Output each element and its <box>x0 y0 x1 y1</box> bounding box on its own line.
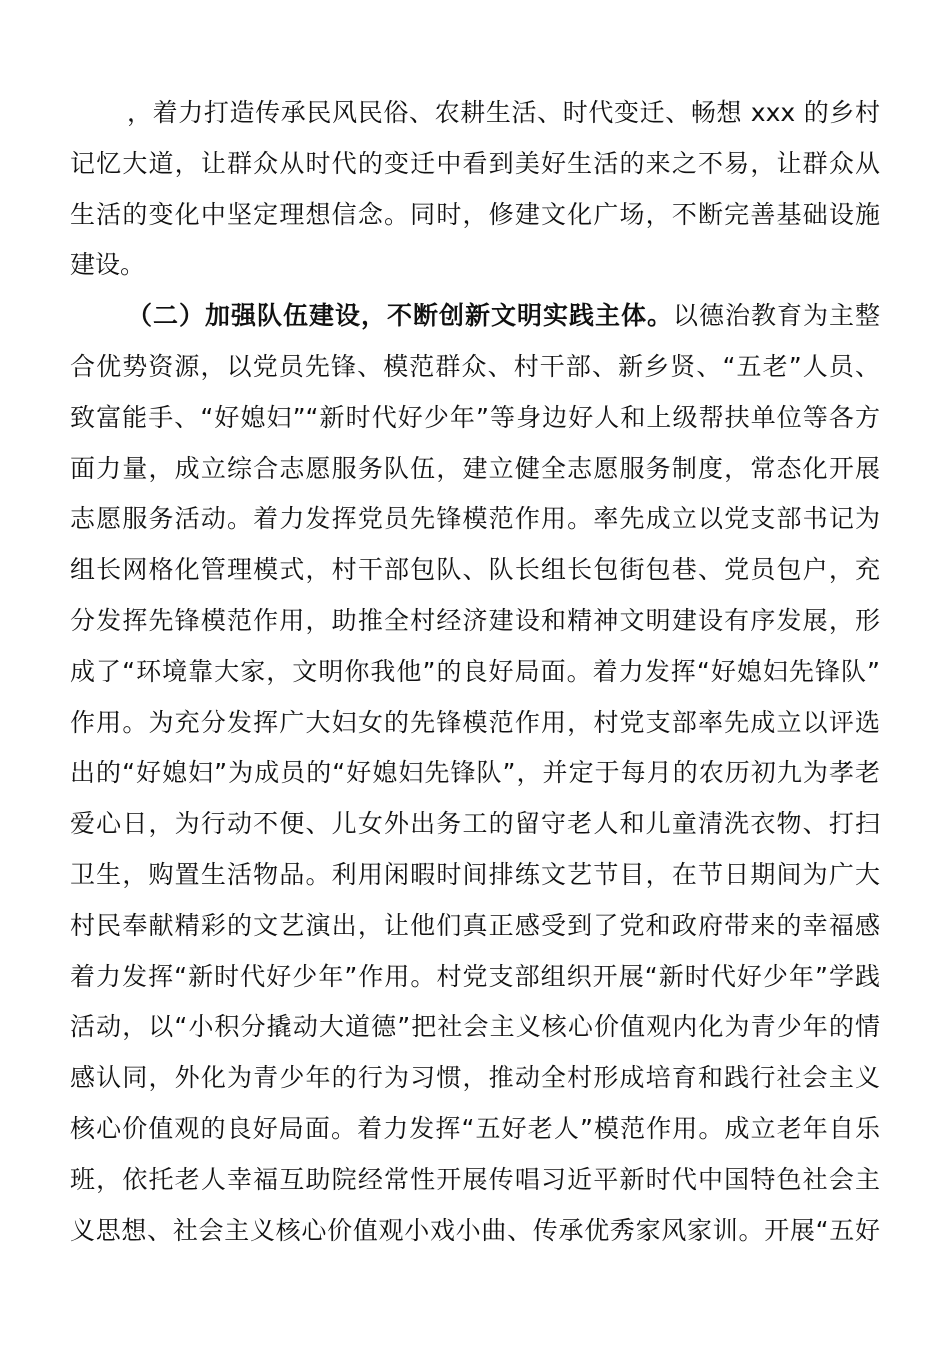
paragraph-2-line-1 <box>70 291 880 342</box>
paragraph-2-line: 班，依托老人幸福互助院经常性开展传唱习近平新时代中国特色社会主 <box>70 1164 880 1194</box>
paragraph-2-line: 作用。为充分发挥广大妇女的先锋模范作用，村党支部率先成立以评选 <box>70 707 880 737</box>
body-text <box>70 88 880 1256</box>
paragraph-2-line: 分发挥先锋模范作用，助推全村经济建设和精神文明建设有序发展，形 <box>70 605 880 635</box>
paragraph-2-line: 核心价值观的良好局面。着力发挥“五好老人”模范作用。成立老年自乐 <box>70 1113 880 1143</box>
paragraph-1-line-1: ，着力打造传承民风民俗、农耕生活、时代变迁、畅想 xxx 的乡村 <box>127 98 880 127</box>
section-heading: （二）加强队伍建设，不断创新文明实践主体。 <box>127 301 673 331</box>
paragraph-2-line: 合优势资源，以党员先锋、模范群众、村干部、新乡贤、“五老”人员、 <box>70 351 880 381</box>
paragraph-2-line: 致富能手、“好媳妇”“新时代好少年”等身边好人和上级帮扶单位等各方 <box>70 402 880 432</box>
paragraph-2-line-1-rest: 以德治教育为主整 <box>672 301 880 331</box>
paragraph-2-line: 志愿服务活动。着力发挥党员先锋模范作用。率先成立以党支部书记为 <box>70 504 880 534</box>
paragraph-2-line: 活动，以“小积分撬动大道德”把社会主义核心价值观内化为青少年的情 <box>70 1012 880 1042</box>
paragraph-2-line: 面力量，成立综合志愿服务队伍，建立健全志愿服务制度，常态化开展 <box>70 453 880 483</box>
paragraph-2-line: 感认同，外化为青少年的行为习惯，推动全村形成培育和践行社会主义 <box>70 1063 880 1093</box>
paragraph-2-line: 组长网格化管理模式，村干部包队、队长组长包街包巷、党员包户，充 <box>70 555 880 585</box>
paragraph-2-line: 卫生，购置生活物品。利用闲暇时间排练文艺节目，在节日期间为广大 <box>70 859 880 889</box>
paragraph-2-line: 义思想、社会主义核心价值观小戏小曲、传承优秀家风家训。开展“五好 <box>70 1215 880 1245</box>
paragraph-2-line: 着力发挥“新时代好少年”作用。村党支部组织开展“新时代好少年”学践 <box>70 961 880 991</box>
paragraph-1-line-2: 记忆大道，让群众从时代的变迁中看到美好生活的来之不易，让群众从 <box>70 148 880 178</box>
paragraph-2-line: 爱心日，为行动不便、儿女外出务工的留守老人和儿童清洗衣物、打扫 <box>70 809 880 839</box>
paragraph-1-line-3: 生活的变化中坚定理想信念。同时，修建文化广场，不断完善基础设施 <box>70 199 880 229</box>
paragraph-1-line-4: 建设。 <box>70 250 146 280</box>
paragraph-2-line: 出的“好媳妇”为成员的“好媳妇先锋队”，并定于每月的农历初九为孝老 <box>70 758 880 788</box>
paragraph-2-line: 成了“环境靠大家，文明你我他”的良好局面。着力发挥“好媳妇先锋队” <box>70 656 880 686</box>
paragraph-2-line: 村民奉献精彩的文艺演出，让他们真正感受到了党和政府带来的幸福感 <box>70 910 880 940</box>
